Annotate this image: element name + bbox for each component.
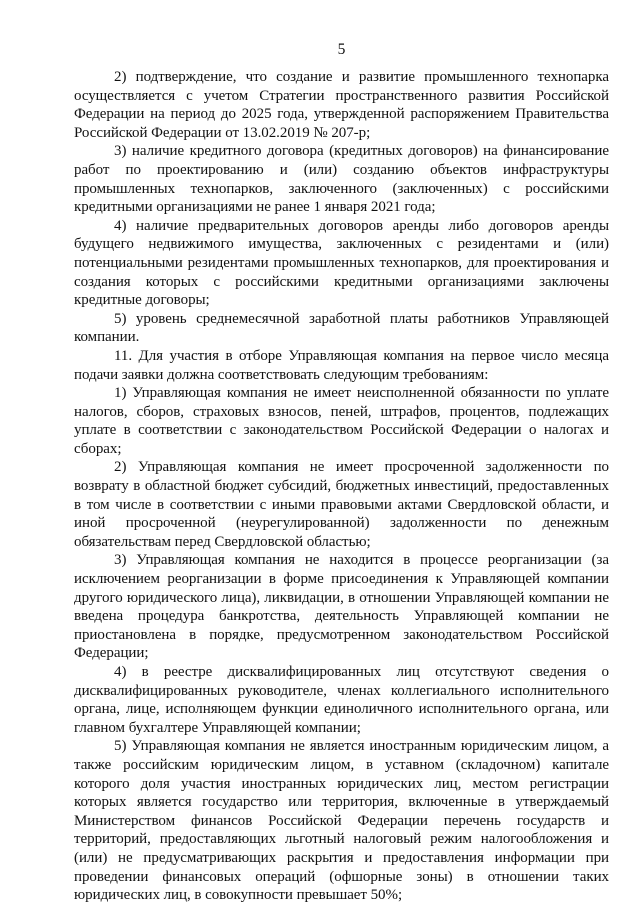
- paragraph-requirement-3: 3) Управляющая компания не находится в процессе реорганизации (за исключением реорганизации в форме присоединения к Управляющей компании другого юридического лица), ликвидации, в отношении Управляющей компании не введена процедура банкротства, деятельность Управляющей компании не приостановлена в порядке, предусмотренном законодательством Российской Федерации;: [74, 552, 609, 662]
- paragraph-requirement-1: 1) Управляющая компания не имеет неисполненной обязанности по уплате налогов, сборов, страховых взносов, пеней, штрафов, процентов, подлежащих уплате в соответствии с законодательством Российской Федерации о налогах и сборах;: [74, 385, 609, 457]
- paragraph-requirement-4: 4) в реестре дисквалифицированных лиц отсутствуют сведения о дисквалифицированных руководителе, членах коллегиального исполнительного органа, лице, исполняющем функции единоличного исполнительного органа, или главном бухгалтере Управляющей компании;: [74, 664, 609, 736]
- document-page: [74, 40, 609, 905]
- paragraph-item-3: 3) наличие кредитного договора (кредитных договоров) на финансирование работ по проектированию и (или) созданию объектов инфраструктуры промышленных технопарков, заключенного (заключенных) с российскими кредитными организациями не ранее 1 января 2021 года;: [74, 143, 609, 216]
- paragraph-item-4: 4) наличие предварительных договоров аренды либо договоров аренды будущего недвижимого имущества, заключенных с резидентами и (или) потенциальными резидентами промышленных технопарков, для проектирования и создания которых с российскими кредитными организациями заключены кредитные договоры;: [74, 217, 609, 309]
- paragraph-item-5: 5) уровень среднемесячной заработной платы работников Управляющей компании.: [74, 310, 609, 346]
- paragraph-section-11: 11. Для участия в отборе Управляющая компания на первое число месяца подачи заявки должна соответствовать следующим требованиям:: [74, 347, 609, 383]
- paragraph-requirement-5: 5) Управляющая компания не является иностранным юридическим лицом, а также российским юридическим лицом, в уставном (складочном) капитале которого доля участия иностранных юридических лиц, местом регистрации которых является государство или территория, включенные в утверждаемый Министерством финансов Российской Федерации перечень государств и территорий, предоставляющих льготный налоговый режим налогообложения и (или) не предусматривающих раскрытия и предоставления информации при проведении финансовых операций (офшорные зоны) в отношении таких юридических лиц, в совокупности превышает 50%;: [74, 738, 609, 904]
- paragraph-requirement-2: 2) Управляющая компания не имеет просроченной задолженности по возврату в областной бюджет субсидий, бюджетных инвестиций, предоставленных в том числе в соответствии с иными правовыми актами Свердловской области, и иной просроченной (неурегулированной) задолженности по денежным обязательствам перед Свердловской областью;: [74, 459, 609, 550]
- page-number: 5: [337, 41, 346, 58]
- paragraph-item-2: 2) подтверждение, что создание и развитие промышленного технопарка осуществляется с учетом Стратегии пространственного развития Российской Федерации на период до 2025 года, утвержденной распоряжением Правительства Российской Федерации от 13.02.2019 № 207-р;: [74, 69, 609, 141]
